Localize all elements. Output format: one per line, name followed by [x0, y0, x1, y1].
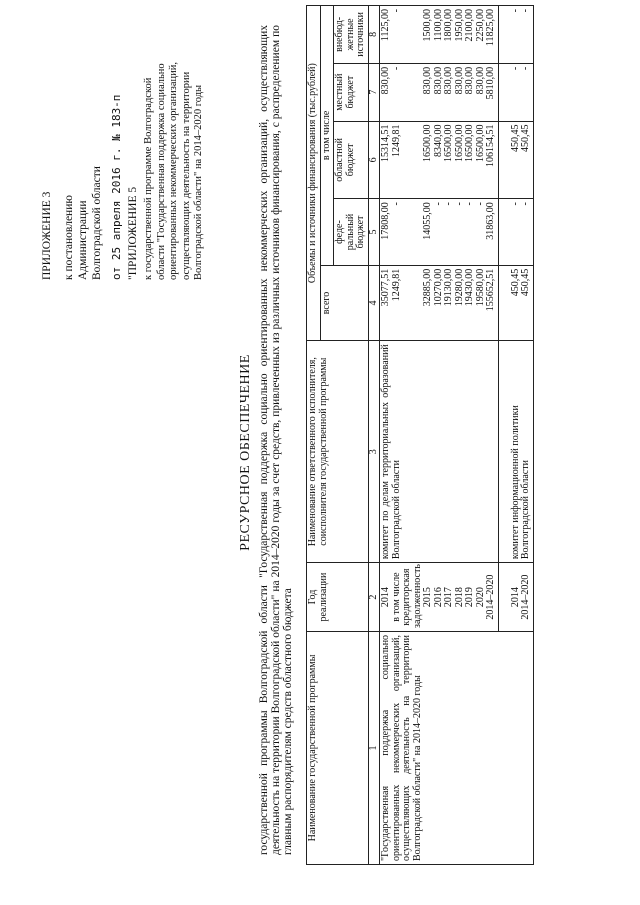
- cell-line: 2250,00: [474, 9, 486, 42]
- cell-line: 830,00: [474, 66, 486, 95]
- block1-local: [380, 63, 499, 121]
- block1-years: [380, 563, 499, 632]
- cell-line: -: [464, 202, 475, 206]
- cell-line: 106154,51: [485, 124, 496, 168]
- col-number: 6: [368, 121, 380, 199]
- header-regional: областной бюджет: [334, 121, 369, 199]
- cell-line: [402, 202, 413, 262]
- header-extrabudget: внебюд-жетные источники: [334, 6, 369, 64]
- cell-line: в том числе: [390, 572, 402, 622]
- cell-line: -: [509, 202, 521, 206]
- cell-line: 1950,00: [453, 9, 465, 42]
- cell-line: задолженность: [411, 564, 423, 628]
- col-number: 2: [368, 563, 380, 632]
- col-number: 1: [368, 631, 380, 864]
- cell-line: -: [443, 202, 454, 206]
- table-row: [380, 6, 499, 865]
- header-executor: Наименование ответственного исполнителя, соисполнителя государственной программы: [307, 341, 369, 563]
- cell-line: 2019: [464, 587, 475, 608]
- resource-table: [306, 5, 534, 865]
- cell-line: -: [390, 202, 402, 206]
- cell-line: 8340,00: [432, 124, 444, 158]
- cell-line: 2016: [432, 587, 444, 608]
- col-number: 4: [368, 265, 380, 340]
- administration-line: Администрации: [77, 200, 89, 280]
- block2-regional: [498, 121, 533, 199]
- cell-line: 450,45: [520, 124, 531, 153]
- block2-federal: [498, 199, 533, 266]
- cell-line: 2014–2020: [520, 574, 531, 620]
- cell-line: -: [520, 9, 531, 13]
- cell-line: 19430,00: [464, 268, 475, 307]
- cell-line: 19280,00: [453, 268, 465, 307]
- cell-line: [402, 125, 413, 196]
- cell-line: 16500,00: [443, 124, 454, 163]
- cell-line: 1249,81: [390, 268, 402, 302]
- block1-extrabudget: [380, 6, 499, 64]
- header-local: местный бюджет: [334, 63, 369, 121]
- cell-line: 32885,00: [422, 268, 433, 307]
- cell-line: 14055,00: [422, 202, 433, 240]
- cell-line: -: [390, 9, 402, 13]
- cell-line: 450,45: [509, 124, 521, 153]
- cell-line: 1500,00: [422, 9, 433, 42]
- cell-line: 19130,00: [443, 268, 454, 307]
- cell-line: 2014–2020: [485, 574, 496, 620]
- cell-line: 2100,00: [464, 9, 475, 42]
- resolution-date: от 25 апреля 2016 г. № 183-п: [110, 94, 123, 280]
- block2-local: [498, 63, 533, 121]
- cell-line: 2014: [380, 587, 391, 608]
- col-number: 5: [368, 199, 380, 266]
- resolution-line: к постановлению: [63, 195, 75, 280]
- cell-line: 830,00: [464, 66, 475, 95]
- block1-regional: [380, 121, 499, 199]
- cell-line: кредиторская: [401, 568, 412, 626]
- cell-line: 830,00: [422, 66, 433, 95]
- cell-line: 450,45: [520, 268, 531, 297]
- block2-executor: комитет информационной политики Волгоградской области: [498, 341, 533, 563]
- region-line: Волгоградской области: [91, 166, 103, 280]
- cell-line: -: [453, 202, 465, 206]
- header-volumes: Объемы и источники финансирования (тыс.рублей): [307, 6, 321, 341]
- header-including: в том числе: [320, 6, 334, 266]
- cell-line: 17808,00: [380, 202, 391, 240]
- cell-line: 1800,00: [443, 9, 454, 42]
- cell-line: 31863,00: [485, 202, 496, 240]
- cell-line: 16500,00: [422, 124, 433, 163]
- cell-line: [402, 269, 413, 337]
- cell-line: 35077,51: [380, 268, 391, 307]
- cell-line: 830,00: [432, 66, 444, 95]
- col-number: 7: [368, 63, 380, 121]
- block1-total: [380, 265, 499, 340]
- cell-line: 10270,00: [432, 268, 444, 307]
- cell-line: 16500,00: [474, 124, 486, 163]
- document-intro: государственной программы Волгоградской области "Государственная поддержка социально ориентированных некоммерческих организаций, осуществляющих деятельность на территории Волгоградской области" на 2014–2020 годы за счет средств, привлеченных из различных источников финансирования, с распределением по главным распорядителям средств областного бюджета: [258, 25, 294, 855]
- cell-line: 15314,51: [380, 124, 391, 163]
- col-number: 8: [368, 6, 380, 64]
- cell-line: 830,00: [443, 66, 454, 95]
- document-title: РЕСУРСНОЕ ОБЕСПЕЧЕНИЕ: [238, 354, 253, 551]
- header-federal: феде-ральный бюджет: [334, 199, 369, 266]
- cell-line: -: [509, 9, 521, 13]
- cell-line: 830,00: [380, 66, 391, 95]
- cell-line: 450,45: [509, 268, 521, 297]
- appendix-5-note: к государственной программе Волгоградской области "Государственная поддержка социально ориентированных некоммерческих организаций, осуществляющих деятельность на территории Волгоградской области" на 2014–2020 годы: [143, 61, 204, 280]
- cell-line: -: [432, 202, 444, 206]
- cell-line: 830,00: [453, 66, 465, 95]
- block2-years: [498, 563, 533, 632]
- program-name-cell: "Государственная поддержка социально ориентированных некоммерческих организаций, осуществляющих деятельность на территории Волгоградской области" на 2014–2020 годы: [380, 631, 534, 864]
- cell-line: 2014: [509, 587, 521, 608]
- header-total: всего: [320, 265, 368, 340]
- cell-line: 19580,00: [474, 268, 486, 307]
- cell-line: 11825,00: [485, 9, 496, 47]
- cell-line: [402, 67, 413, 118]
- cell-line: 1125,00: [380, 9, 391, 42]
- col-number: 3: [368, 341, 380, 563]
- appendix-5-label: "ПРИЛОЖЕНИЕ 5: [127, 186, 139, 280]
- header-program: Наименование государственной программы: [307, 631, 369, 864]
- cell-line: 2018: [453, 587, 465, 608]
- cell-line: 2015: [422, 587, 433, 608]
- cell-line: -: [474, 202, 486, 206]
- cell-line: -: [509, 66, 521, 71]
- header-year: Год реализации: [307, 563, 369, 632]
- appendix-3-label: ПРИЛОЖЕНИЕ 3: [41, 191, 53, 280]
- cell-line: 2020: [474, 587, 486, 608]
- block2-total: [498, 265, 533, 340]
- block1-executor: комитет по делам территориальных образований Волгоградской области: [380, 341, 499, 563]
- cell-line: 1100,00: [432, 9, 444, 42]
- cell-line: 1249,81: [390, 124, 402, 158]
- cell-line: 5810,00: [485, 66, 496, 100]
- cell-line: 155652,51: [485, 268, 496, 312]
- cell-line: 16500,00: [464, 124, 475, 163]
- cell-line: -: [390, 66, 402, 71]
- cell-line: 2017: [443, 587, 454, 608]
- cell-line: -: [520, 202, 531, 206]
- cell-line: -: [520, 66, 531, 71]
- block1-federal: [380, 199, 499, 266]
- cell-line: [402, 9, 413, 60]
- cell-line: 16500,00: [453, 124, 465, 163]
- block2-extrabudget: [498, 6, 533, 64]
